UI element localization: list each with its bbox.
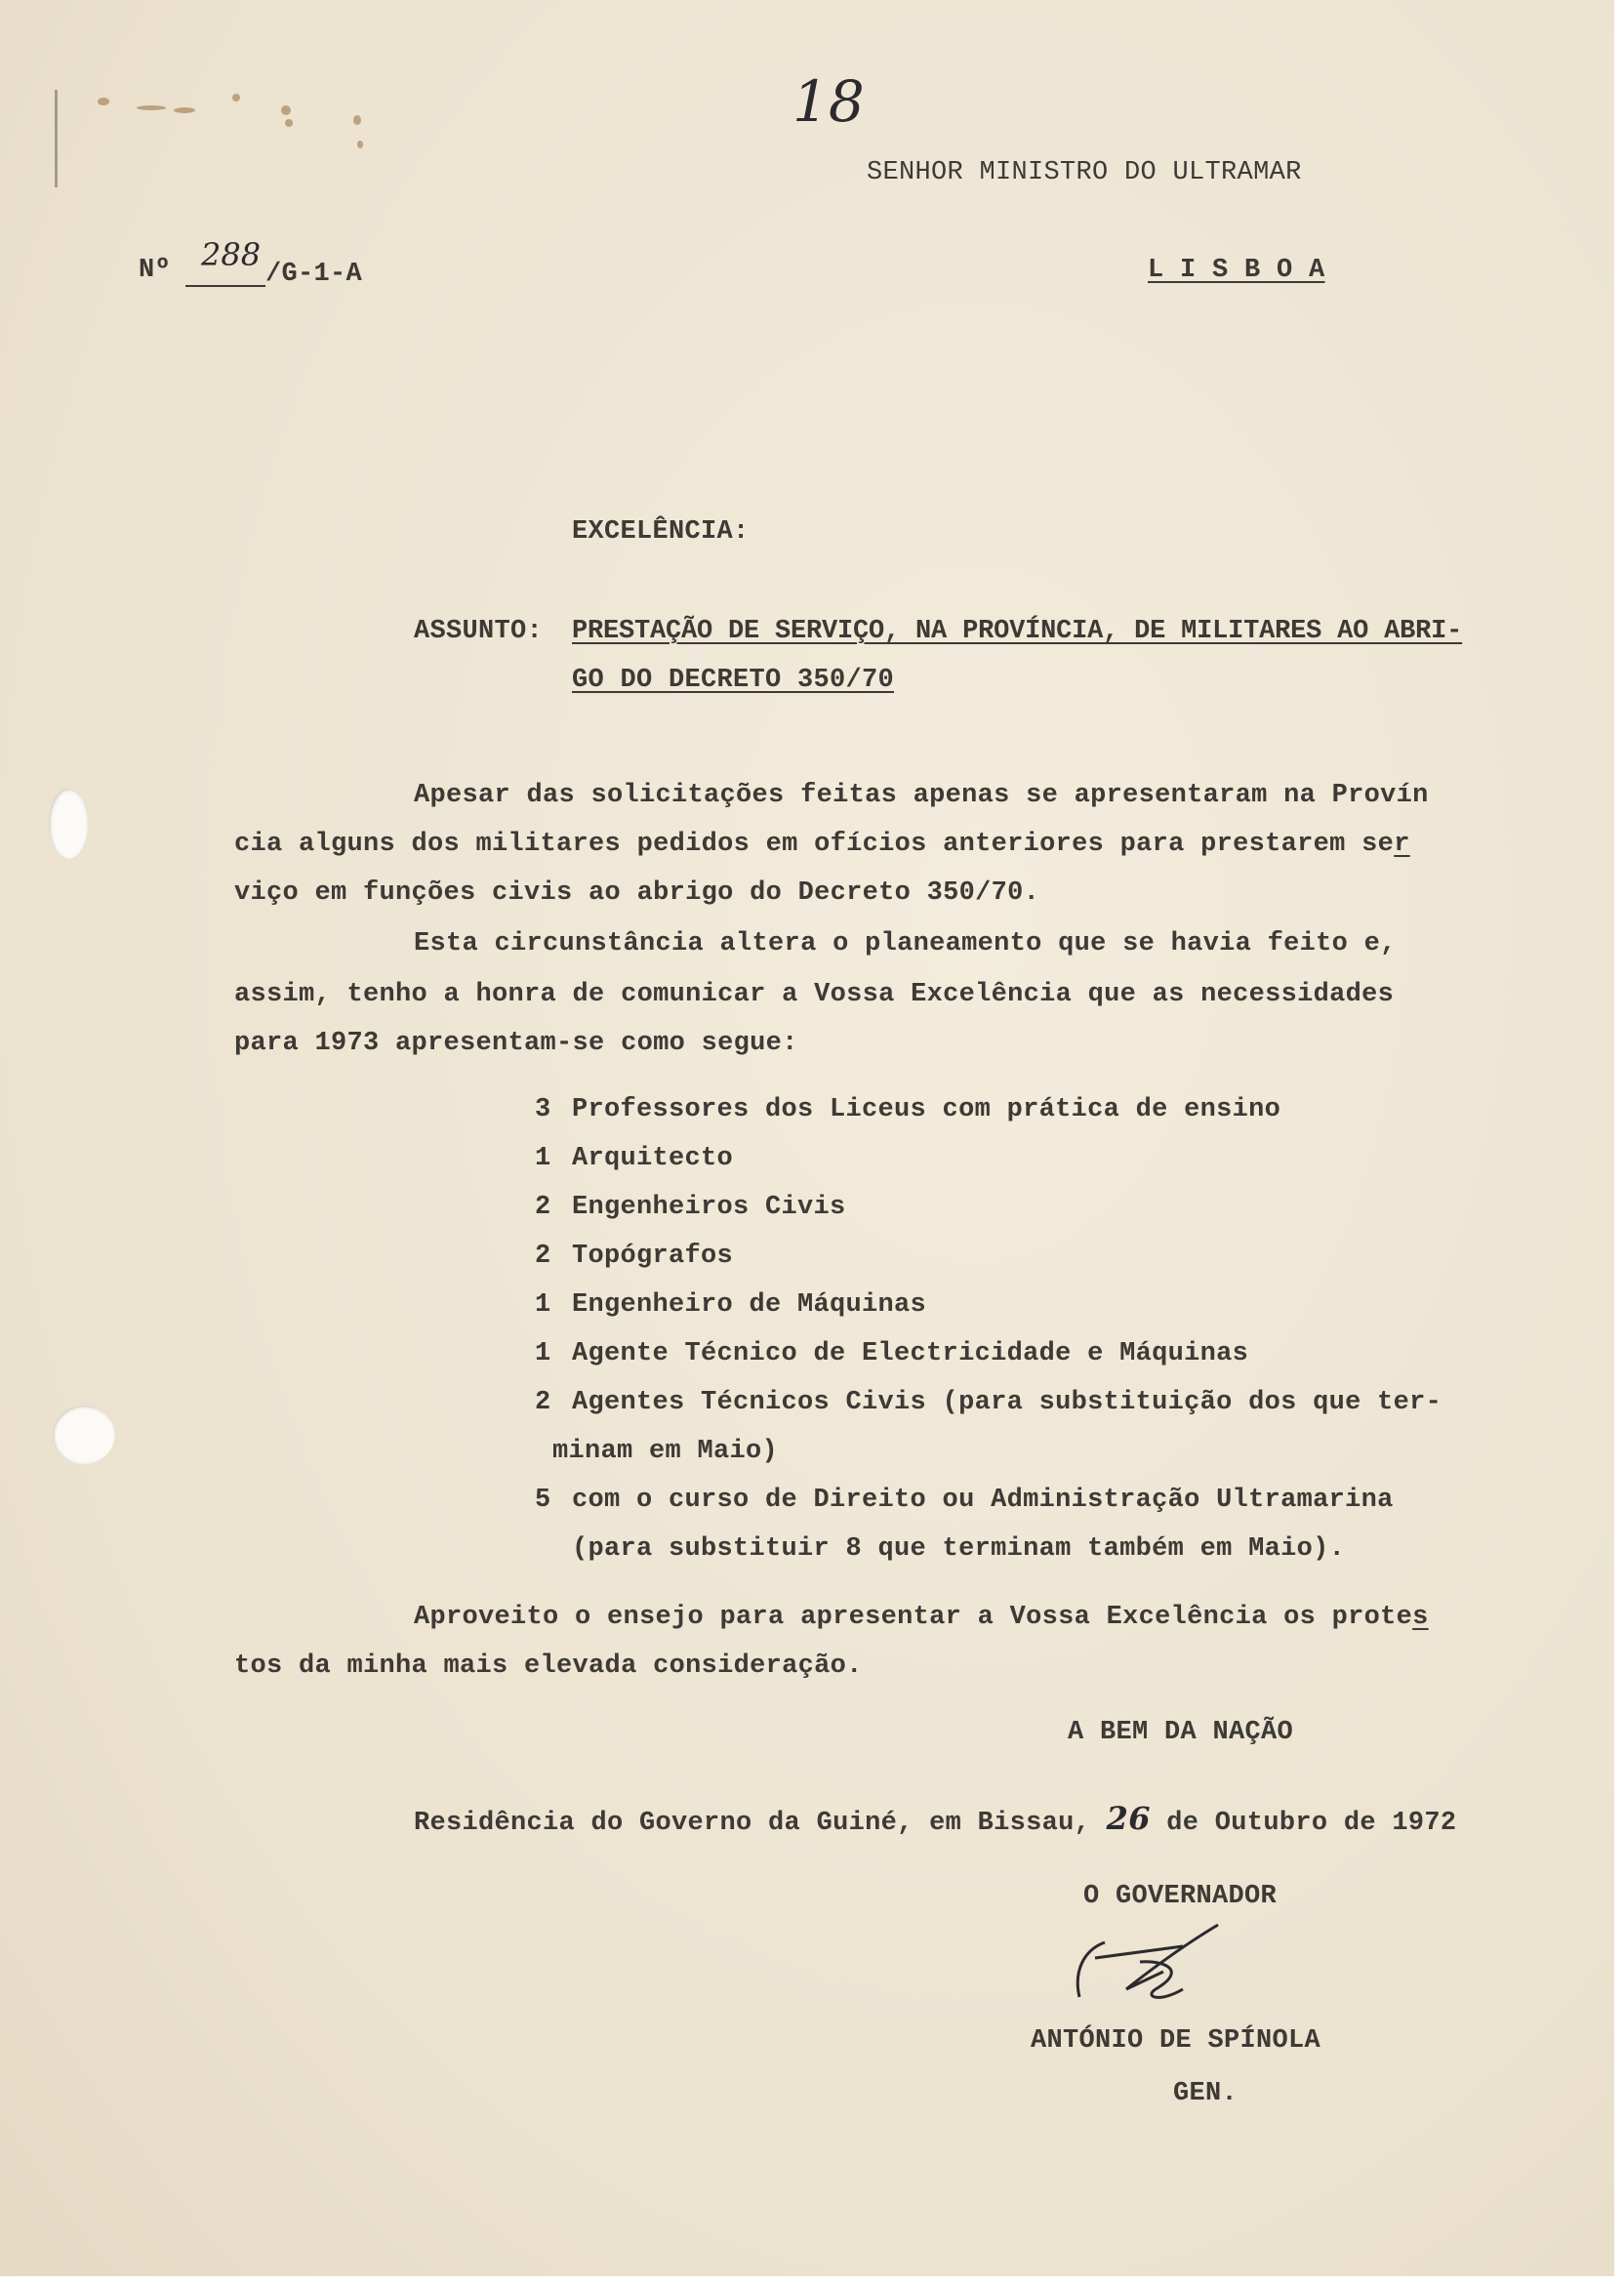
needs-item-continuation: minam em Maio) [552,1437,779,1466]
paragraph-1-line-1: Apesar das solicitações feitas apenas se apresentaram na Provín [414,781,1429,810]
needs-item-qty: 2 [535,1388,551,1417]
paragraph-3-line-2: tos da minha mais elevada consideração. [234,1652,863,1681]
place-date-line [414,1800,1456,1838]
signature-mark [1066,1921,1222,2009]
paragraph-2-line-1: Esta circunstância altera o planeamento que se havia feito e, [414,929,1397,958]
needs-item-qty: 5 [535,1486,551,1515]
subject-label: ASSUNTO: [414,617,544,646]
paragraph-3-line-1 [414,1603,1429,1632]
scan-edge-right [1614,0,1624,2284]
needs-item-text: Agente Técnico de Electricidade e Máquinas [572,1339,1249,1368]
needs-item-text: Arquitecto [572,1144,734,1173]
paragraph-3-line-1-last-char: s [1412,1603,1429,1632]
closing-motto: A BEM DA NAÇÃO [1068,1718,1294,1747]
needs-item-qty: 2 [535,1193,551,1222]
needs-item-text: Professores dos Liceus com prática de ensino [572,1095,1281,1124]
paragraph-2-line-3: para 1973 apresentam-se como segue: [234,1029,798,1058]
subject-line-2: GO DO DECRETO 350/70 [572,666,895,695]
needs-item-text: Engenheiro de Máquinas [572,1290,927,1320]
needs-item-qty: 1 [535,1290,551,1320]
signer-name: ANTÓNIO DE SPÍNOLA [1031,2026,1321,2056]
paragraph-1-line-2-text: cia alguns dos militares pedidos em ofícios anteriores para prestarem se [234,830,1395,859]
needs-item-qty: 3 [535,1095,551,1124]
recipient-city: L I S B O A [1148,256,1325,285]
place-date-part-2: de Outubro de 1972 [1166,1809,1457,1838]
paragraph-1-line-2-hyphen-char: r [1394,830,1410,859]
signer-title: O GOVERNADOR [1083,1882,1278,1911]
folio-number: 18 [792,68,865,135]
subject-line-1: PRESTAÇÃO DE SERVIÇO, NA PROVÍNCIA, DE MILITARES AO ABRI- [572,617,1463,646]
needs-item-text: Agentes Técnicos Civis (para substituição dos que ter- [572,1388,1442,1417]
punch-hole-lower [53,1406,115,1464]
punch-hole-upper [49,789,88,859]
place-date-part-1: Residência do Governo da Guiné, em Bissau, [414,1809,1091,1838]
needs-item-qty: 2 [535,1242,551,1271]
salutation: EXCELÊNCIA: [572,517,750,547]
reference-number-rule [185,285,265,287]
needs-item-continuation: (para substituir 8 que terminam também em Maio). [572,1534,1346,1564]
reference-suffix: /G-1-A [265,260,363,289]
reference-prefix: Nº [139,256,172,285]
recipient-title: SENHOR MINISTRO DO ULTRAMAR [867,158,1302,187]
paragraph-2-line-2: assim, tenho a honra de comunicar a Vossa Excelência que as necessidades [234,980,1395,1009]
paragraph-3-line-1-text: Aproveito o ensejo para apresentar a Vossa Excelência os prote [414,1603,1413,1632]
paragraph-1-line-3: viço em funções civis ao abrigo do Decreto 350/70. [234,878,1040,908]
reference-number: 288 [201,236,262,273]
needs-item-text: Topógrafos [572,1242,734,1271]
needs-item-text: com o curso de Direito ou Administração Ultramarina [572,1486,1394,1515]
needs-item-qty: 1 [535,1339,551,1368]
place-date-day: 26 [1106,1800,1151,1837]
scan-edge-bottom [0,2276,1624,2284]
paragraph-1-line-2 [234,830,1410,859]
signer-rank: GEN. [1173,2079,1238,2108]
needs-item-qty: 1 [535,1144,551,1173]
needs-item-text: Engenheiros Civis [572,1193,846,1222]
